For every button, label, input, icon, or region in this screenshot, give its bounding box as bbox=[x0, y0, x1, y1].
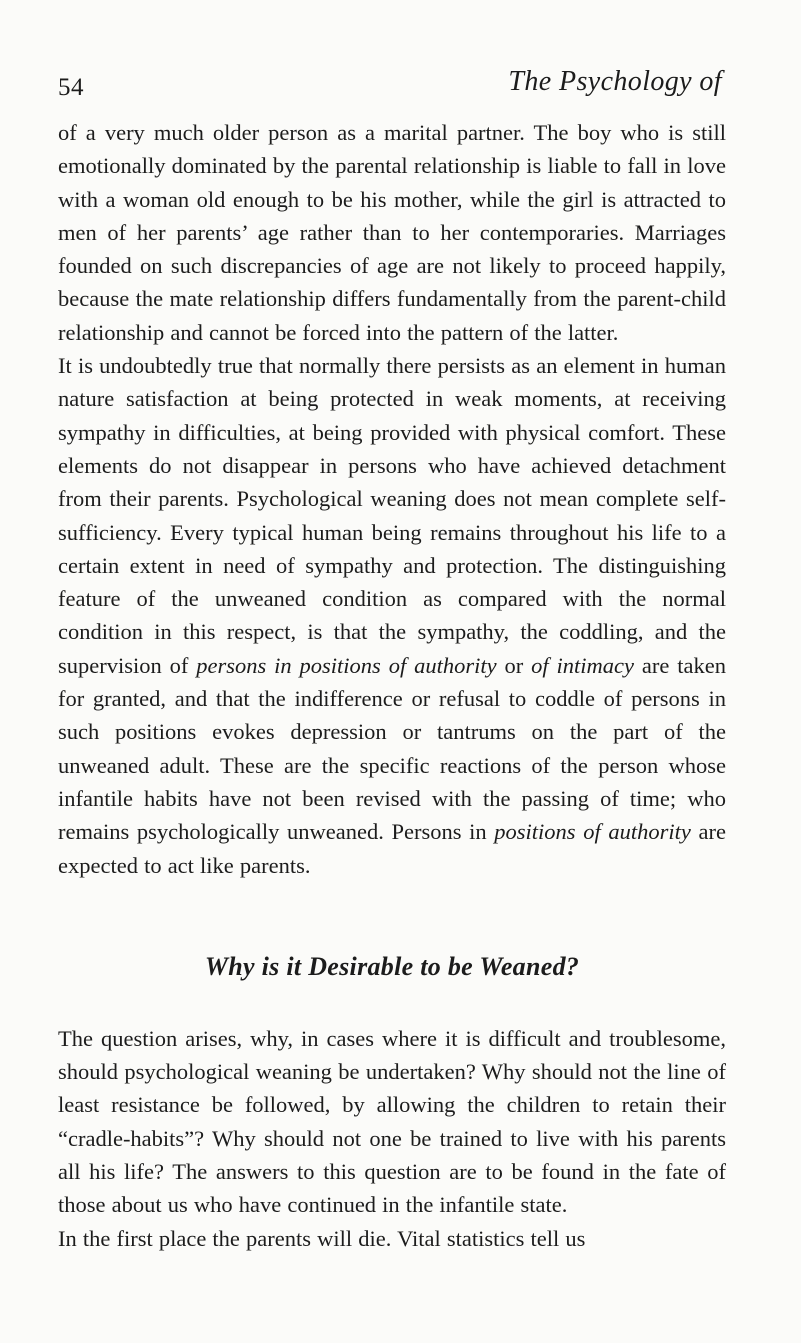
paragraph-weaning bbox=[58, 349, 726, 882]
section-heading: Why is it Desirable to be Weaned? bbox=[204, 951, 580, 981]
italic-phrase: positions of authority bbox=[494, 819, 691, 845]
paragraph-question: The question arises, why, in cases where it is difficult and troublesome, should psychological weaning be undertaken? Why should not the line of least resistance be followed, by allowing the children to retain their “cradle-habits”? Why should not one be trained to live with his parents all his life? The answers to this question are to be found in the fate of those about us who have continued in the infantile state. bbox=[58, 1025, 726, 1218]
paragraph-final: In the first place the parents will die. Vital statistics tell us bbox=[58, 1225, 586, 1251]
body-text bbox=[58, 116, 726, 1255]
paragraph-text: are taken for granted, and that the indifference or refusal to coddle of persons in such positions evokes depression or tantrums on the part of the unweaned adult. These are the specific reactions of the person whose infantile habits have not been revised with the passing of time; who remains psychologically unweaned. Persons in bbox=[58, 652, 726, 845]
italic-phrase: of intimacy bbox=[531, 652, 634, 678]
paragraph-text: are expected to act like parents. bbox=[58, 819, 726, 878]
paragraph-text: It is undoubtedly true that normally there persists as an element in human nature satisfaction at being protected in weak moments, at receiving sympathy in difficulties, at being provided with physical comfort. These elements do not disappear in persons who have achieved detachment from their parents. Psychological weaning does not mean complete self-sufficiency. Every typical human being remains throughout his life to a certain extent in need of sympathy and protection. The distinguishing feature of the unweaned condition as compared with the normal condition in this respect, is that the sympathy, the coddling, and the supervision of bbox=[58, 353, 726, 678]
italic-phrase: persons in positions of authority bbox=[196, 652, 497, 678]
page-number: 54 bbox=[58, 74, 84, 101]
running-title: The Psychology of bbox=[508, 66, 722, 97]
paragraph-continued: of a very much older person as a marital partner. The boy who is still emotionally dominated by the parental relationship is liable to fall in love with a woman old enough to be his mother, while the girl is attracted to men of her parents’ age rather than to her contemporaries. Marriages founded on such discrepancies of age are not likely to proceed happily, because the mate relationship differs fundamentally from the parent-child relationship and cannot be forced into the pattern of the latter. bbox=[58, 120, 726, 345]
running-head bbox=[58, 66, 722, 106]
paragraph-text: or bbox=[496, 652, 532, 678]
